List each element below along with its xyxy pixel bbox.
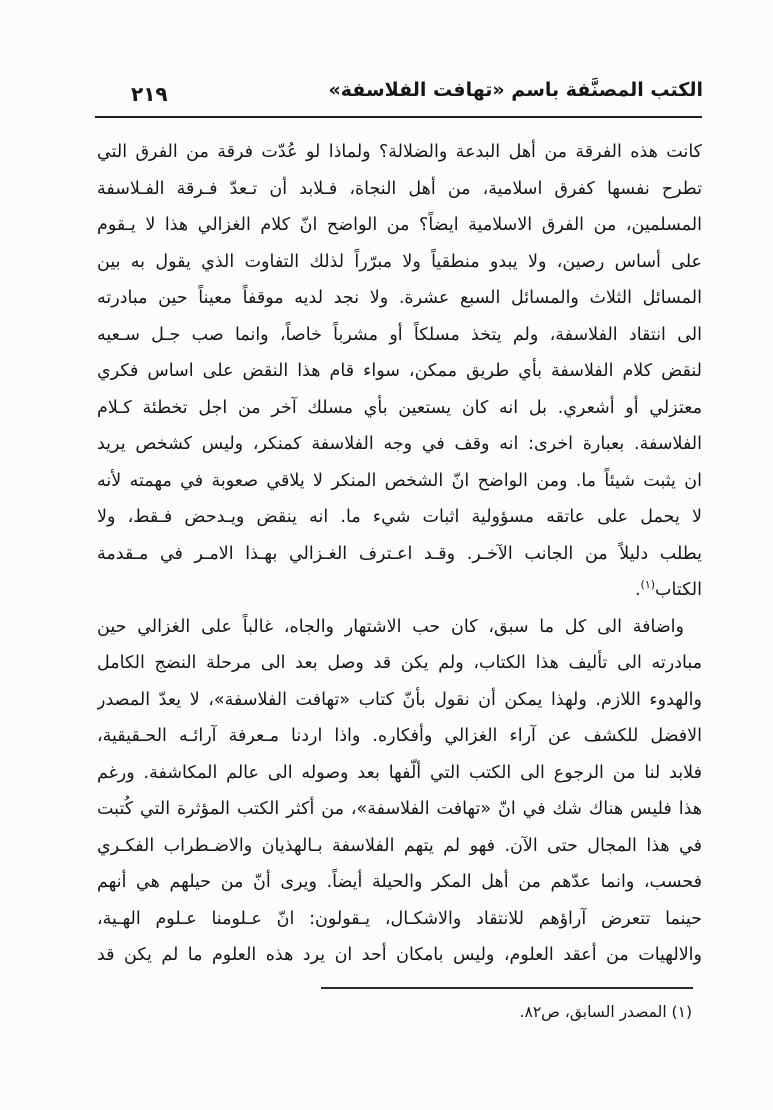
- text-line: حينما تتعرض آراؤهم للانتقاد والاشكـال، يـقولون: انّ عـلومنا عـلوم الهـية،: [97, 908, 702, 929]
- text-line: واضافة الى كل ما سبق، كان حب الاشتهار والجاه، غالباً على الغزالي حين: [97, 616, 684, 637]
- footnote-text: (١) المصدر السابق، ص٨٢.: [519, 1003, 692, 1021]
- text-line: هذا فليس هناك شك في انّ «تهافت الفلاسفة»، من أكثر الكتب المؤثرة التي كُتبت: [97, 799, 702, 819]
- text-line-paragraph-end: [97, 572, 702, 609]
- text-line: على أساس رصين، ولا يبدو منطقياً ولا مبرّراً لذلك التفاوت الذي يقول به بين: [97, 251, 702, 272]
- footnote-marker-superscript: (١): [640, 578, 656, 592]
- body-text: [97, 134, 702, 974]
- text-line: في هذا المجال حتى الآن. فهو لم يتهم الفلاسفة بـالهذيان والاضـطراب الفكـري: [97, 835, 702, 856]
- text-line: لنقض كلام الفلاسفة بأي طريق ممكن، سواء قام هذا النقض على اساس فكري: [97, 361, 702, 381]
- header-title: الكتب المصنَّفة باسم «تهافت الفلاسفة»: [328, 79, 703, 101]
- text-line: فحسب، وانما عدّهم من أهل المكر والحيلة أيضاً. ويرى أنّ من حيلهم هي أنهم: [97, 872, 702, 892]
- text-line: المسائل الثلاث والمسائل السبع عشرة. ولا نجد لديه موقفاً معيناً حين مبادرته: [97, 288, 702, 308]
- text-line: فلابد لنا من الرجوع الى الكتب التي ألّفها بعد وصوله الى عالم المكاشفة. ورغم: [97, 762, 702, 783]
- text-line: كانت هذه الفرقة من أهل البدعة والضلالة؟ ولماذا لو عُدّت فرقة من الفرق التي: [97, 142, 702, 162]
- text-line: معتزلي أو أشعري. بل انه كان يستعين بأي مسلك آخر من اجل تخطئة كـلام: [97, 397, 702, 418]
- text-line: ان يثبت شيئاً ما. ومن الواضح انّ الشخص المنكر لا يلاقي صعوبة في مهمته لأنه: [97, 470, 702, 491]
- text-line: والالهيات من أعقد العلوم، وليس بامكان أحد ان يرد هذه العلوم ما لم يكن قد: [97, 945, 702, 965]
- text-line: والهدوء اللازم. ولهذا يمكن أن نقول بأنّ كتاب «تهافت الفلاسفة»، لا يعدّ المصدر: [97, 689, 702, 710]
- last-word: الكتاب: [655, 580, 702, 600]
- header-rule: [95, 116, 702, 118]
- text-line: الى انتقاد الفلاسفة، ولم يتخذ مسلكاً أو مشرباً خاصاً، وانما صب جـل سـعيه: [97, 324, 702, 345]
- text-line: الافضل للكشف عن آراء الغزالي وأفكاره. واذا اردنا مـعرفة آرائـه الحـقيقية،: [97, 726, 702, 746]
- text-line: المسلمين، من الفرق الاسلامية ايضاً؟ من الواضح انّ كلام الغزالي هذا لا يـقوم: [97, 215, 702, 235]
- text-line: الفلاسفة. بعبارة اخرى: انه وقف في وجه الفلاسفة كمنكر، وليس كشخص يريد: [97, 434, 702, 454]
- page-number: ٢١٩: [131, 82, 168, 106]
- text-line: تطرح نفسها كفرق اسلامية، من أهل النجاة، فـلابد أن تـعدّ فـرقة الفـلاسفة: [97, 178, 702, 199]
- text-line: يطلب دليلاً من الجانب الآخـر. وقـد اعـترف الغـزالي بهـذا الامـر في مـقدمة: [97, 543, 702, 564]
- sentence-period: .: [634, 580, 641, 600]
- text-line: مبادرته الى تأليف هذا الكتاب، ولم يكن قد وصل بعد الى مرحلة النضج الكامل: [97, 653, 702, 673]
- text-line: لا يحمل على عاتقه مسؤولية اثبات شيء ما. انه ينقض ويـدحض فـقط، ولا: [97, 507, 702, 527]
- footnote-rule: [321, 987, 693, 989]
